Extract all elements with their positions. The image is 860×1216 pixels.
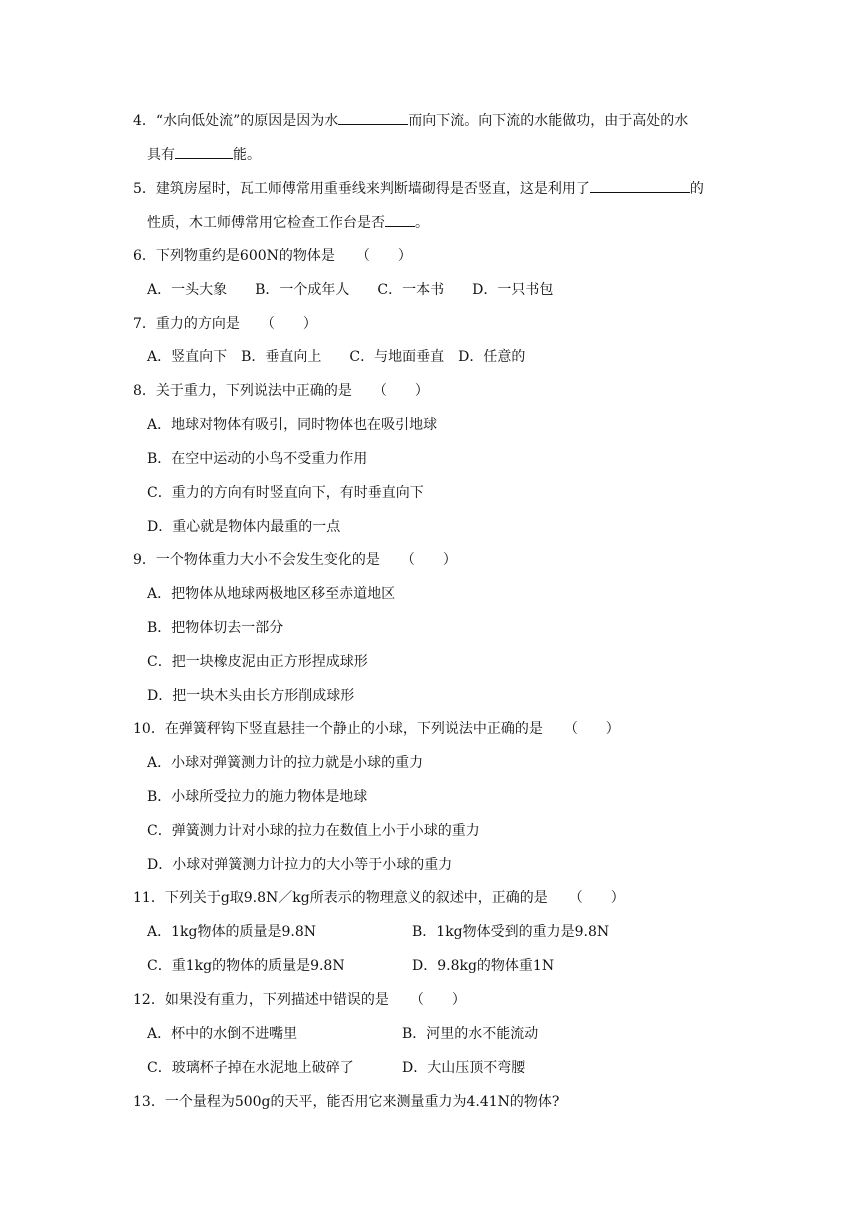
- question-8-option-c: C．重力的方向有时竖直向下，有时垂直向下: [147, 485, 424, 501]
- question-11-stem: 11．下列关于g取9.8N／kg所表示的物理意义的叙述中，正确的是 （ ）: [133, 890, 625, 906]
- question-12-options-row-1: [147, 1024, 747, 1044]
- question-7-options: A．竖直向下 B．垂直向上 C．与地面垂直 D．任意的: [147, 349, 526, 365]
- question-5-text-a: 5．建筑房屋时，瓦工师傅常用重垂线来判断墙砌得是否竖直，这是利用了: [133, 181, 590, 197]
- question-13-stem: 13．一个量程为500g的天平，能否用它来测量重力为4.41N的物体?: [133, 1094, 560, 1110]
- question-4-text-b: 而向下流。向下流的水能做功，由于高处的水: [408, 113, 689, 129]
- answer-blank[interactable]: [590, 178, 690, 193]
- question-4-line-1: [133, 110, 688, 130]
- question-12-option-c: C．玻璃杯子掉在水泥地上破碎了: [147, 1060, 354, 1076]
- answer-blank[interactable]: [385, 212, 415, 227]
- question-9-option-a: A．把物体从地球两极地区移至赤道地区: [147, 586, 396, 602]
- question-11-option-c: C．重1kg的物体的质量是9.8N: [147, 958, 345, 974]
- question-6-stem: 6．下列物重约是600N的物体是 （ ）: [133, 248, 412, 264]
- question-11-options-row-1: [147, 922, 747, 942]
- question-8-stem: 8．关于重力，下列说法中正确的是 （ ）: [133, 383, 429, 399]
- question-4-text-d: 能。: [233, 147, 261, 163]
- question-9-option-b: B．把物体切去一部分: [147, 620, 284, 636]
- question-9-option-c: C．把一块橡皮泥由正方形捏成球形: [147, 654, 368, 670]
- question-10-option-c: C．弹簧测力计对小球的拉力在数值上小于小球的重力: [147, 823, 480, 839]
- question-12-options-row-2: [147, 1058, 747, 1078]
- question-12-option-a: A．杯中的水倒不进嘴里: [147, 1026, 298, 1042]
- question-6-options: A．一头大象 B．一个成年人 C．一本书 D．一只书包: [147, 282, 554, 298]
- question-11-option-d: D．9.8kg的物体重1N: [412, 958, 555, 974]
- question-8-option-a: A．地球对物体有吸引，同时物体也在吸引地球: [147, 417, 438, 433]
- question-11-option-a: A．1kg物体的质量是9.8N: [147, 924, 316, 940]
- question-10-option-d: D．小球对弹簧测力计拉力的大小等于小球的重力: [147, 857, 453, 873]
- question-9-stem: 9．一个物体重力大小不会发生变化的是 （ ）: [133, 552, 457, 568]
- question-5-line-1: [133, 178, 704, 198]
- question-9-option-d: D．把一块木头由长方形削成球形: [147, 688, 355, 704]
- question-10-stem: 10．在弹簧秤钩下竖直悬挂一个静止的小球，下列说法中正确的是 （ ）: [133, 721, 620, 737]
- question-8-option-b: B．在空中运动的小鸟不受重力作用: [147, 451, 368, 467]
- question-4-line-2: [147, 144, 261, 164]
- question-7-stem: 7．重力的方向是 （ ）: [133, 316, 317, 332]
- answer-blank[interactable]: [175, 144, 233, 159]
- question-12-stem: 12．如果没有重力，下列描述中错误的是 （ ）: [133, 992, 466, 1008]
- question-11-options-row-2: [147, 956, 747, 976]
- answer-blank[interactable]: [338, 110, 408, 125]
- question-8-option-d: D．重心就是物体内最重的一点: [147, 519, 341, 535]
- question-10-option-b: B．小球所受拉力的施力物体是地球: [147, 789, 368, 805]
- question-5-line-2: [147, 212, 429, 232]
- question-10-option-a: A．小球对弹簧测力计的拉力就是小球的重力: [147, 755, 424, 771]
- question-4-text-a: 4．“水向低处流”的原因是因为水: [133, 113, 339, 129]
- question-5-text-d: 。: [415, 215, 429, 231]
- question-5-text-b: 的: [689, 181, 704, 197]
- question-12-option-d: D．大山压顶不弯腰: [402, 1060, 526, 1076]
- question-4-text-c: 具有: [147, 147, 175, 163]
- question-11-option-b: B．1kg物体受到的重力是9.8N: [412, 924, 610, 940]
- question-5-text-c: 性质，木工师傅常用它检查工作台是否: [147, 215, 385, 231]
- question-12-option-b: B．河里的水不能流动: [402, 1026, 539, 1042]
